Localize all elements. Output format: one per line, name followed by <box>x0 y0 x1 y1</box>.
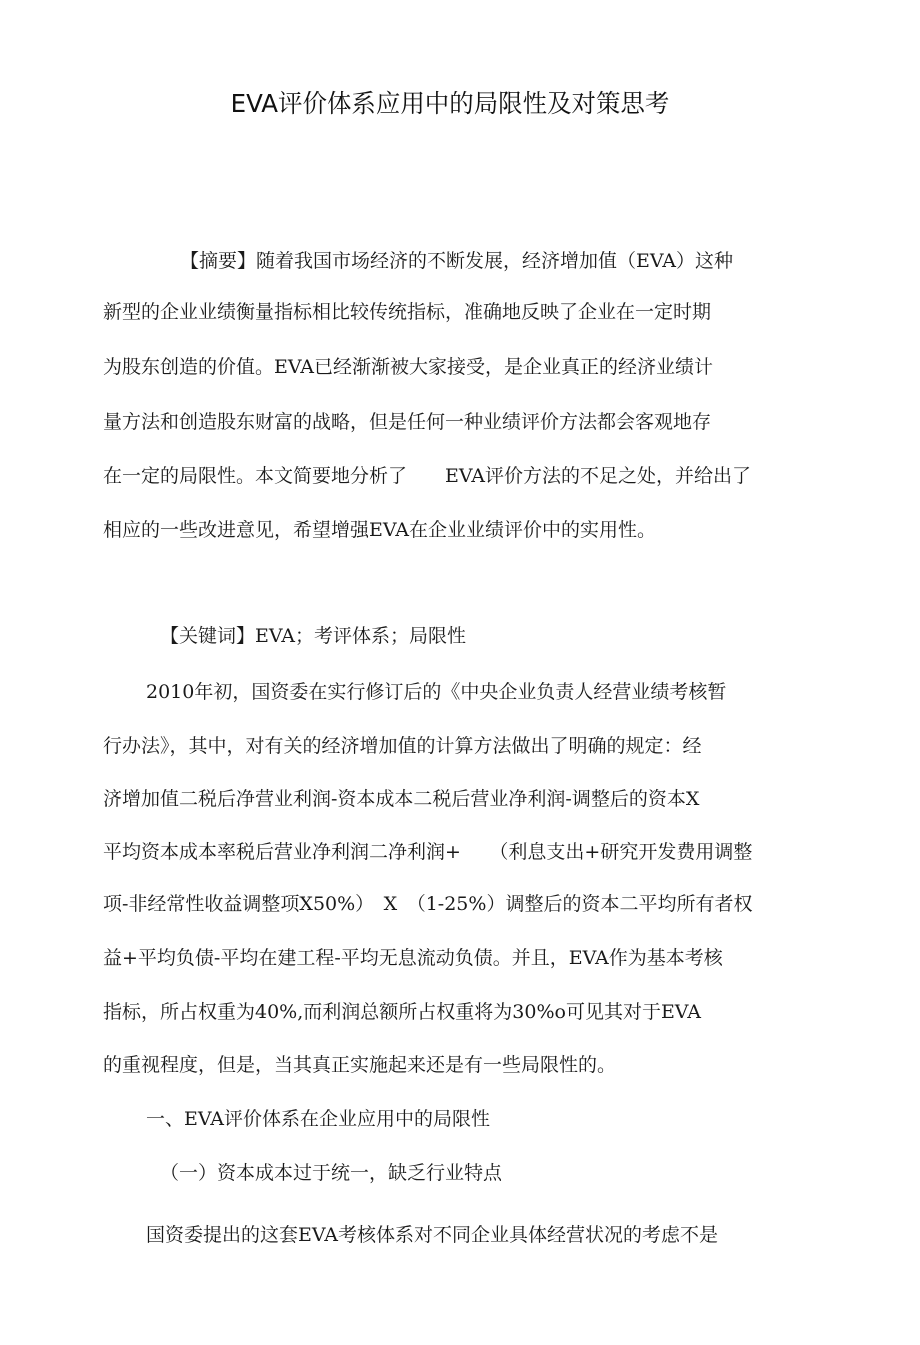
body-line: 平均资本成本率税后营业净利润二净利润+ （利息支出+研究开发费用调整 <box>103 841 753 863</box>
body-line: 国资委提出的这套EVA考核体系对不同企业具体经营状况的考虑不是 <box>146 1224 719 1246</box>
keywords-line: 【关键词】EVA；考评体系；局限性 <box>160 625 467 647</box>
abstract-line: 相应的一些改进意见，希望增强EVA在企业业绩评价中的实用性。 <box>103 519 657 541</box>
body-line: 2010年初，国资委在实行修订后的《中央企业负责人经营业绩考核暂 <box>146 681 727 703</box>
body-line: 项-非经常性收益调整项X50%） X （1-25%）调整后的资本二平均所有者权 <box>103 893 753 915</box>
abstract-line: 为股东创造的价值。EVA已经渐渐被大家接受，是企业真正的经济业绩计 <box>103 356 714 378</box>
section-heading: 一、EVA评价体系在企业应用中的局限性 <box>146 1108 491 1130</box>
subsection-heading: （一）资本成本过于统一，缺乏行业特点 <box>160 1162 503 1184</box>
abstract-line: 【摘要】随着我国市场经济的不断发展，经济增加值（EVA）这种 <box>180 250 734 272</box>
body-line: 行办法》，其中，对有关的经济增加值的计算方法做出了明确的规定：经 <box>103 735 702 757</box>
body-line: 益+平均负债-平均在建工程-平均无息流动负债。并且，EVA作为基本考核 <box>103 947 723 969</box>
body-line: 济增加值二税后净营业利润-资本成本二税后营业净利润-调整后的资本X <box>103 788 700 810</box>
body-line: 的重视程度，但是，当其真正实施起来还是有一些局限性的。 <box>103 1054 617 1076</box>
abstract-line: 在一定的局限性。本文简要地分析了 EVA评价方法的不足之处，并给出了 <box>103 465 752 487</box>
abstract-line: 量方法和创造股东财富的战略，但是任何一种业绩评价方法都会客观地存 <box>103 411 712 433</box>
abstract-line: 新型的企业业绩衡量指标相比较传统指标，准确地反映了企业在一定时期 <box>103 301 712 323</box>
body-line: 指标，所占权重为40%,而利润总额所占权重将为30%o可见其对于EVA <box>103 1001 701 1023</box>
document-title: EVA评价体系应用中的局限性及对策思考 <box>230 89 670 118</box>
